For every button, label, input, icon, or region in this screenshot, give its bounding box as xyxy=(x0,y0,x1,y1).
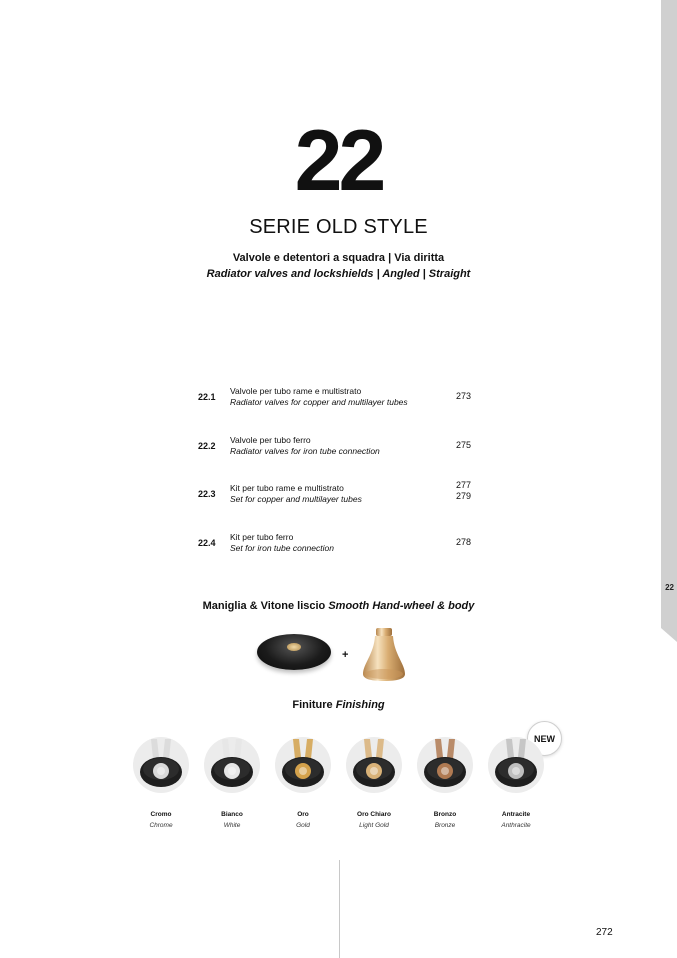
table-of-contents xyxy=(198,386,498,580)
toc-row[interactable] xyxy=(198,532,498,581)
handwheel-heading xyxy=(0,600,677,612)
finish-item xyxy=(268,735,338,829)
toc-title-italian: Kit per tubo ferro xyxy=(230,531,294,542)
finishing-title-english: Finishing xyxy=(335,699,385,711)
finish-name-italian: Bronzo xyxy=(433,811,457,818)
footer-divider xyxy=(339,860,340,958)
toc-row[interactable] xyxy=(198,386,498,435)
subtitle-italian: Valvole e detentori a squadra | Via diritta xyxy=(232,252,445,264)
finish-item xyxy=(197,735,267,829)
subtitle-english: Radiator valves and lockshields | Angled | Straight xyxy=(206,268,471,280)
finish-name-italian: Bianco xyxy=(221,811,243,818)
finish-swatch-image xyxy=(131,735,191,795)
toc-row[interactable] xyxy=(198,435,498,484)
finish-name-italian: Oro Chiaro xyxy=(357,811,391,818)
finishing-title-italian: Finiture xyxy=(292,699,333,711)
finish-name-italian: Oro xyxy=(297,811,309,818)
finish-name-english: Gold xyxy=(296,822,310,829)
toc-title-english: Radiator valves for iron tube connection xyxy=(230,445,380,456)
finish-item xyxy=(481,735,551,829)
toc-code: 22.1 xyxy=(198,392,216,402)
handwheel-title-english: Smooth Hand-wheel & body xyxy=(328,600,475,612)
finish-item xyxy=(410,735,480,829)
new-badge: NEW xyxy=(527,721,562,756)
toc-title-italian: Valvole per tubo rame e multistrato xyxy=(230,386,362,396)
toc-page-number: 278 xyxy=(456,536,472,547)
hand-wheel-image xyxy=(257,634,331,670)
finish-name-english: Light Gold xyxy=(359,822,389,829)
toc-page-number: 275 xyxy=(456,439,472,450)
toc-title-italian: Valvole per tubo ferro xyxy=(230,434,311,445)
toc-title-italian: Kit per tubo rame e multistrato xyxy=(230,483,344,493)
toc-title-english: Set for copper and multilayer tubes xyxy=(230,494,362,504)
plus-sign: + xyxy=(342,649,349,661)
finish-swatch-image xyxy=(415,735,475,795)
finishing-heading xyxy=(0,699,677,711)
finish-name-italian: Antracite xyxy=(501,811,531,818)
finish-swatch-image xyxy=(202,735,262,795)
handwheel-title-italian: Maniglia & Vitone liscio xyxy=(202,600,326,612)
finish-swatch-image xyxy=(344,735,404,795)
toc-title-english: Radiator valves for copper and multilayer tubes xyxy=(230,397,408,407)
chapter-number: 22 xyxy=(294,113,383,209)
finish-item xyxy=(339,735,409,829)
finish-name-english: Chrome xyxy=(149,822,173,829)
finish-name-english: Anthracite xyxy=(501,822,531,829)
toc-code: 22.3 xyxy=(198,489,216,499)
finish-swatch-image xyxy=(273,735,333,795)
toc-row[interactable] xyxy=(198,480,498,532)
side-tab-number: 22 xyxy=(665,583,674,592)
series-title: SERIE OLD STYLE xyxy=(249,216,428,238)
toc-page-number: 273 xyxy=(456,391,472,401)
chapter-side-tab xyxy=(661,0,677,628)
toc-title-english: Set for iron tube connection xyxy=(230,542,334,553)
finish-swatch-image xyxy=(486,735,546,795)
toc-page-numbers: 277 279 xyxy=(456,480,472,501)
page-number: 272 xyxy=(596,927,613,938)
finish-name-english: Bronze xyxy=(434,822,456,829)
finish-name-english: White xyxy=(223,822,241,829)
valve-body-image xyxy=(361,626,407,682)
toc-code: 22.2 xyxy=(198,440,216,451)
toc-code: 22.4 xyxy=(198,537,216,548)
finish-name-italian: Cromo xyxy=(150,811,172,818)
finish-item xyxy=(126,735,196,829)
